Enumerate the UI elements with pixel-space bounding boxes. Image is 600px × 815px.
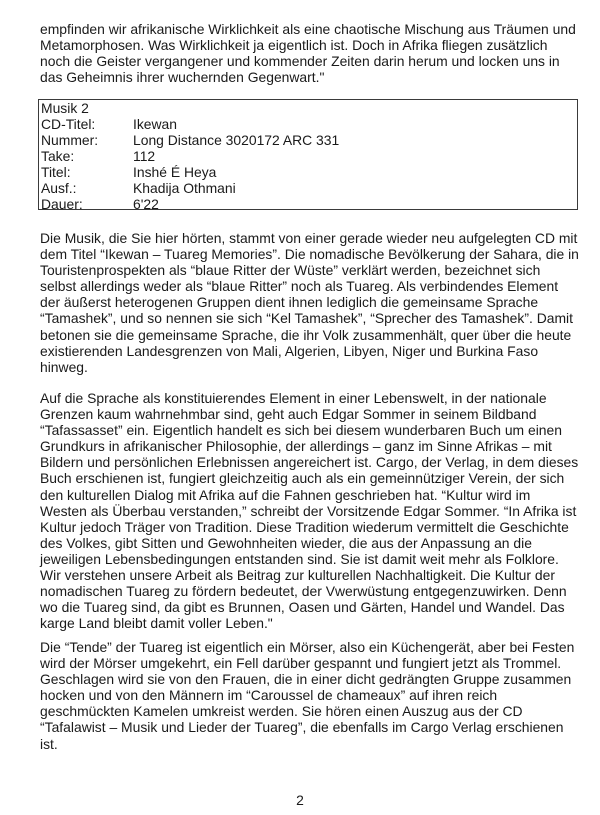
music-info-box	[38, 99, 578, 210]
text-line: Metamorphosen. Was Wirklichkeit ja eigentlich ist. Doch in Afrika fliegen zusätzlich	[40, 37, 548, 54]
text-line: geschmückten Kamelen umkreist werden. Sie hören einen Auszug aus der CD	[40, 703, 523, 720]
text-line: Geschlagen wird sie von den Frauen, die in einer dicht gedrängten Gruppe zusammen	[40, 671, 572, 688]
paragraph-3	[40, 639, 596, 752]
text-line: Grenzen kaum wahrnehmbar sind, geht auch Edgar Sommer in seinem Bildband	[40, 406, 537, 423]
text-line: des Volkes, gibt Sitten und Gewohnheiten wieder, die aus der Anpassung an die	[40, 534, 532, 551]
music-value: 6'22	[133, 196, 159, 212]
music-label: Titel:	[41, 164, 71, 180]
music-value: 112	[133, 148, 156, 164]
text-line: das Geheimnis ihrer wuchernden Gegenwart."	[40, 69, 325, 86]
text-line: selbst allerdings weder als “blaue Ritter” noch als Tuareg. Als verbindendes Element	[40, 278, 559, 295]
text-line: wo die Tuareg sind, da gibt es Brunnen, Oasen und Gärten, Handel und Wandel. Das	[40, 599, 565, 616]
music-value: Khadija Othmani	[133, 180, 236, 196]
music-row-take	[41, 148, 577, 164]
music-row-title	[41, 164, 577, 180]
text-line: nomadischen Tuareg zu fördern bedeutet, der Vwerwüstung entgegenzuwirken. Denn	[40, 583, 567, 600]
music-value: Ikewan	[133, 116, 178, 132]
text-line: den kulturellen Dialog mit Afrika auf die Fahnen geschrieben hat. “Kultur wird im	[40, 486, 531, 503]
music-row-number	[41, 132, 577, 148]
text-line: Bildern und persönlichen Erlebnissen angereichert ist. Cargo, der Verlag, in dem dieses	[40, 454, 579, 471]
music-label: Take:	[41, 148, 75, 164]
music-heading-row	[41, 100, 577, 116]
music-row-performer	[41, 180, 577, 196]
music-heading: Musik 2	[41, 100, 89, 116]
text-line: Die “Tende” der Tuareg ist eigentlich ein Mörser, also ein Küchengerät, aber bei Festen	[40, 639, 575, 655]
paragraph-1	[40, 230, 596, 375]
music-row-cd-title	[41, 116, 577, 132]
text-line: “Tafalawist – Musik und Lieder der Tuareg”, die ebenfalls im Cargo Verlag erschienen	[40, 719, 564, 736]
music-label: Nummer:	[41, 132, 99, 148]
text-line: jeweiligen Lebensbedingungen entstanden sind. Sie ist damit weit mehr als Folklore.	[40, 550, 559, 567]
music-value: Long Distance 3020172 ARC 331	[133, 132, 340, 148]
text-line: hinweg.	[40, 358, 88, 375]
text-line: betonen sie die gemeinsame Sprache, die ihr Volk zusammenhält, quer über die heute	[40, 326, 572, 343]
intro-paragraph	[40, 21, 596, 85]
text-line: Auf die Sprache als konstituierendes Element in einer Lebenswelt, in der nationale	[40, 390, 547, 406]
text-line: Wir verstehen unsere Arbeit als Beitrag zur kulturellen Nachhaltigkeit. Die Kultur der	[40, 567, 555, 584]
text-line: wird der Mörser umgekehrt, ein Fell darüber gespannt und fungiert jetzt als Trommel.	[40, 655, 562, 672]
text-line: Buch erschienen ist, fungiert gleichzeitig auch als ein gemeinnütziger Verein, der sich	[40, 470, 565, 487]
text-line: Westen als Überbau verstanden,” schreibt der Vorsitzende Edgar Sommer. “In Afrika ist	[40, 502, 577, 519]
text-line: noch die Geister vergangener und kommender Zeiten darin herum und locken uns in	[40, 53, 560, 70]
text-line: ist.	[40, 735, 58, 752]
music-value: Inshé É Heya	[133, 164, 217, 180]
text-line: Kultur jedoch Träger von Tradition. Diese Tradition wiederum vermittelt die Geschichte	[40, 518, 569, 535]
text-line: existierenden Landesgrenzen von Mali, Algerien, Libyen, Niger und Burkina Faso	[40, 342, 539, 359]
text-line: Grundkurs in afrikanischer Philosophie, der allerdings – ganz im Sinne Afrikas – mit	[40, 438, 552, 455]
music-row-duration	[41, 196, 577, 212]
text-line: empfinden wir afrikanische Wirklichkeit als eine chaotische Mischung aus Träumen und	[40, 21, 576, 37]
text-line: der äußerst heterogenen Gruppen dient ihnen lediglich die gemeinsame Sprache	[40, 294, 539, 311]
text-line: karge Land bleibt damit voller Leben."	[40, 615, 273, 632]
music-label: Ausf.:	[41, 180, 77, 196]
text-line: Touristenprospekten als “blaue Ritter der Wüste” verklärt werden, bezeichnet sich	[40, 262, 541, 279]
text-line: dem Titel “Ikewan – Tuareg Memories”. Die nomadische Bevölkerung der Sahara, die in	[40, 246, 579, 263]
paragraph-2	[40, 390, 596, 631]
text-line: hocken und von den Männern im “Caroussel de chameaux” auf ihren reich	[40, 687, 498, 704]
music-label: CD-Titel:	[41, 116, 96, 132]
text-line: “Tamashek”, und so nennen sie sich “Kel Tamashek”, “Sprecher des Tamashek”. Damit	[40, 310, 573, 327]
text-line: “Tafassasset” ein. Eigentlich handelt es sich bei diesem wunderbaren Buch um einen	[40, 422, 562, 439]
music-label: Dauer:	[41, 196, 83, 212]
text-line: Die Musik, die Sie hier hörten, stammt von einer gerade wieder neu aufgelegten CD mit	[40, 230, 578, 246]
page-number: 2	[296, 792, 304, 808]
